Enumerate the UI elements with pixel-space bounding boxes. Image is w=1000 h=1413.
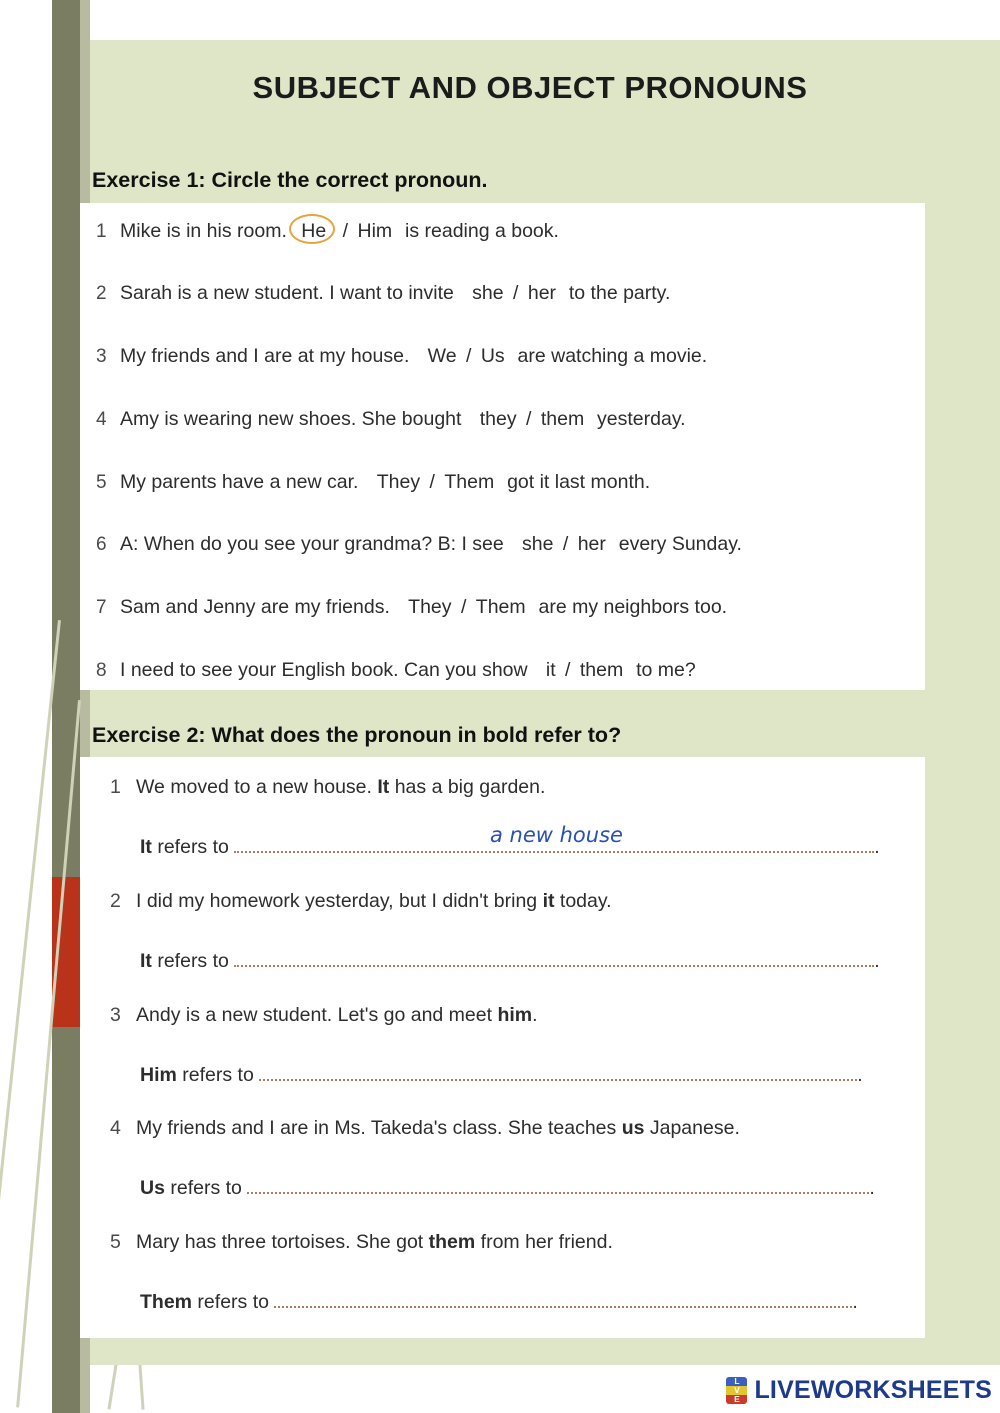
- option-a[interactable]: He: [292, 219, 335, 244]
- answer-label: refers to: [192, 1291, 269, 1313]
- option-separator: /: [565, 659, 571, 681]
- exercise-1-item: [96, 219, 559, 244]
- option-separator: /: [460, 596, 467, 618]
- item-text-after: to the party.: [568, 282, 671, 304]
- option-b[interactable]: Him: [357, 220, 393, 242]
- item-text-after: are my neighbors too.: [538, 596, 728, 618]
- option-separator: /: [562, 533, 569, 555]
- option-separator: /: [526, 408, 532, 430]
- exercise-1-item: [96, 533, 742, 556]
- sentence-pre: Mary has three tortoises. She got: [136, 1231, 429, 1253]
- exercise-2-answer-row: It refers to .: [140, 950, 880, 972]
- item-text-after: is reading a book.: [405, 220, 559, 242]
- item-number: 5: [110, 1231, 121, 1253]
- sentence-post: .: [532, 1004, 538, 1026]
- item-number: 4: [96, 409, 107, 430]
- exercise-2-answer-row: Them refers to .: [140, 1291, 858, 1313]
- answer-pronoun: Him: [140, 1064, 177, 1086]
- item-text-after: got it last month.: [507, 471, 651, 493]
- option-separator: /: [513, 282, 519, 304]
- exercise-1-heading: Exercise 1: Circle the correct pronoun.: [92, 168, 488, 192]
- item-text-before: Sam and Jenny are my friends.: [120, 596, 390, 618]
- exercise-1-item: [96, 471, 650, 494]
- item-number: 2: [110, 890, 121, 912]
- option-a[interactable]: she: [521, 533, 554, 555]
- answer-blank[interactable]: [234, 949, 874, 967]
- item-text-before: My parents have a new car.: [120, 471, 359, 493]
- item-text-before: Sarah is a new student. I want to invite: [120, 282, 454, 304]
- item-text-after: every Sunday.: [618, 533, 742, 555]
- option-b[interactable]: her: [527, 282, 557, 304]
- answer-handwriting[interactable]: a new house: [490, 823, 623, 847]
- item-number: 3: [96, 346, 107, 367]
- exercise-2-sentence: [110, 1004, 538, 1027]
- liveworksheets-logo-icon: [726, 1377, 747, 1404]
- exercise-1-item: [96, 408, 686, 431]
- option-a[interactable]: They: [408, 596, 452, 618]
- item-number: 4: [110, 1117, 121, 1139]
- item-number: 1: [96, 221, 107, 242]
- option-a[interactable]: she: [472, 282, 504, 304]
- option-separator: /: [465, 345, 472, 367]
- sentence-post: Japanese.: [644, 1117, 740, 1139]
- item-text-after: yesterday.: [597, 408, 686, 430]
- exercise-1-item: [96, 345, 707, 368]
- pronoun-bold: them: [428, 1231, 476, 1253]
- option-a[interactable]: We: [427, 345, 457, 367]
- answer-pronoun: Us: [140, 1177, 165, 1199]
- exercise-2-sentence: [110, 890, 612, 913]
- sentence-pre: My friends and I are in Ms. Takeda's class. She teaches: [136, 1117, 622, 1139]
- answer-blank[interactable]: [247, 1176, 869, 1194]
- pronoun-bold: It: [377, 776, 390, 798]
- item-number: 2: [96, 283, 107, 304]
- item-text-before: Amy is wearing new shoes. She bought: [120, 408, 462, 430]
- answer-label: refers to: [164, 1177, 242, 1199]
- liveworksheets-brand: LIVEWORKSHEETS: [754, 1376, 992, 1404]
- option-b[interactable]: Them: [444, 471, 495, 493]
- sentence-pre: We moved to a new house.: [136, 776, 378, 798]
- pronoun-bold: him: [497, 1004, 533, 1026]
- exercise-1-item: [96, 282, 670, 305]
- item-text-before: My friends and I are at my house.: [120, 345, 410, 367]
- exercise-2-answer-row: Us refers to .: [140, 1177, 875, 1199]
- liveworksheets-footer[interactable]: [726, 1376, 992, 1405]
- sentence-post: has a big garden.: [389, 776, 546, 798]
- item-number: 3: [110, 1004, 121, 1026]
- sentence-pre: I did my homework yesterday, but I didn't bring: [136, 890, 543, 912]
- pronoun-bold: it: [542, 890, 555, 912]
- answer-blank[interactable]: [259, 1063, 857, 1081]
- exercise-2-answer-row: Him refers to .: [140, 1064, 863, 1086]
- answer-label: refers to: [176, 1064, 254, 1086]
- option-b[interactable]: them: [579, 659, 624, 681]
- answer-label: refers to: [151, 836, 229, 858]
- decorative-band-dark: [52, 0, 80, 1413]
- item-text-before: I need to see your English book. Can you show: [120, 659, 528, 681]
- option-a[interactable]: They: [376, 471, 421, 493]
- option-b[interactable]: them: [540, 408, 585, 430]
- item-text-after: to me?: [636, 659, 696, 681]
- option-a[interactable]: they: [479, 408, 517, 430]
- exercise-2-sentence: [110, 1231, 613, 1254]
- sentence-post: from her friend.: [475, 1231, 613, 1253]
- option-separator: /: [429, 471, 435, 493]
- exercise-2-sentence: [110, 776, 545, 799]
- item-number: 7: [96, 597, 107, 618]
- answer-pronoun: It: [140, 950, 152, 972]
- answer-blank[interactable]: [274, 1290, 852, 1308]
- sentence-pre: Andy is a new student. Let's go and meet: [136, 1004, 498, 1026]
- exercise-1-item: [96, 659, 696, 682]
- item-number: 8: [96, 660, 107, 681]
- item-number: 5: [96, 472, 107, 493]
- exercise-2-answer-row: It refers to .: [140, 836, 880, 858]
- pronoun-bold: us: [621, 1117, 645, 1139]
- option-b[interactable]: Them: [475, 596, 526, 618]
- exercise-2-heading: Exercise 2: What does the pronoun in bold refer to?: [92, 723, 622, 747]
- exercise-2-sentence: [110, 1117, 740, 1140]
- option-b[interactable]: her: [577, 533, 606, 555]
- logo-letter-v: V: [726, 1386, 747, 1395]
- page-title: SUBJECT AND OBJECT PRONOUNS: [252, 70, 808, 105]
- item-number: 1: [110, 776, 121, 798]
- item-text-after: are watching a movie.: [517, 345, 708, 367]
- answer-pronoun: It: [140, 836, 152, 858]
- answer-pronoun: Them: [140, 1291, 193, 1313]
- logo-letter-e: E: [726, 1395, 747, 1404]
- logo-letter-l: L: [726, 1377, 747, 1386]
- option-separator: /: [342, 220, 349, 242]
- exercise-1-item: [96, 596, 727, 619]
- sentence-post: today.: [554, 890, 612, 912]
- item-text-before: A: When do you see your grandma? B: I see: [120, 533, 504, 555]
- option-a[interactable]: it: [545, 659, 556, 681]
- item-number: 6: [96, 534, 107, 555]
- option-b[interactable]: Us: [480, 345, 505, 367]
- item-text-before: Mike is in his room.: [120, 220, 287, 242]
- answer-label: refers to: [151, 950, 229, 972]
